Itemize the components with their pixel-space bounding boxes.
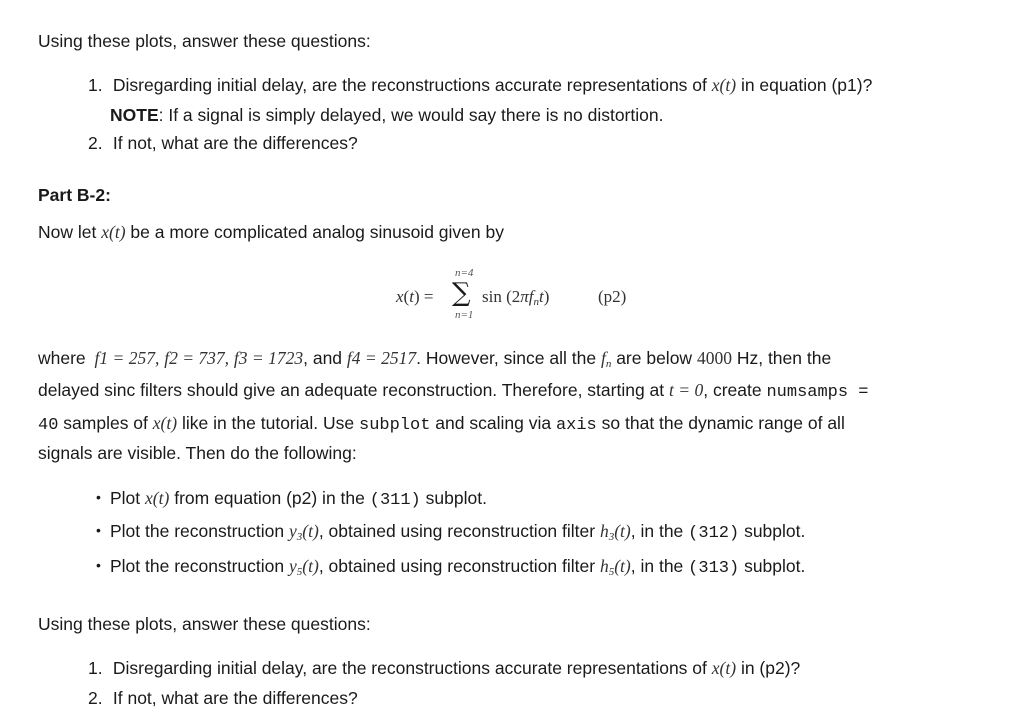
math-y5: $y_5(t)$ bbox=[289, 556, 319, 578]
part-intro-text: Now let bbox=[38, 222, 97, 242]
bullet-item-1 bbox=[96, 488, 487, 510]
math-t0: t = 0 bbox=[669, 380, 704, 400]
math-xt: x(t) bbox=[145, 488, 170, 508]
code-subplot-id: (313) bbox=[688, 559, 740, 578]
equation-lhs: x(t) = bbox=[396, 287, 434, 306]
bullet-item-2 bbox=[96, 521, 805, 543]
question-number: 2. bbox=[88, 688, 103, 708]
paragraph-line-1 bbox=[38, 348, 831, 369]
question-4 bbox=[88, 688, 358, 709]
math-f1: f1 = 257, bbox=[94, 348, 160, 368]
text: Plot the reconstruction bbox=[110, 556, 285, 576]
text: delayed sinc filters should give an adequate reconstruction. Therefore, starting at bbox=[38, 380, 665, 400]
text: and scaling via bbox=[435, 413, 552, 433]
note-label: NOTE bbox=[110, 105, 159, 125]
text: Plot bbox=[110, 488, 141, 508]
paragraph-line-4: signals are visible. Then do the following: bbox=[38, 443, 357, 463]
sum-upper-limit: n=4 bbox=[455, 267, 474, 279]
paragraph-line-2 bbox=[38, 380, 869, 402]
code-numsamps: numsamps = bbox=[766, 383, 869, 402]
question-text: Disregarding initial delay, are the reconstructions accurate representations of bbox=[112, 658, 707, 678]
text: subplot. bbox=[744, 521, 806, 541]
text: from equation (p2) in the bbox=[174, 488, 365, 508]
code-subplot: subplot bbox=[359, 416, 431, 435]
text: , create bbox=[703, 380, 762, 400]
part-heading: Part B-2: bbox=[38, 185, 111, 205]
part-intro-text-end: be a more complicated analog sinusoid given by bbox=[130, 222, 504, 242]
note-line bbox=[110, 105, 663, 126]
text: samples of bbox=[63, 413, 148, 433]
bullet-dot: • bbox=[96, 522, 101, 538]
text: , in the bbox=[630, 521, 684, 541]
sigma-symbol: ∑ bbox=[452, 278, 471, 308]
question-text-end: in (p2)? bbox=[740, 658, 801, 678]
text: , and bbox=[303, 348, 343, 368]
question-2 bbox=[88, 133, 358, 154]
question-text: Disregarding initial delay, are the reconstructions accurate representations of bbox=[112, 75, 707, 95]
text: . However, since all the bbox=[416, 348, 597, 368]
text: are below bbox=[616, 348, 693, 368]
text: , obtained using reconstruction filter bbox=[318, 521, 596, 541]
text: subplot. bbox=[425, 488, 487, 508]
part-intro bbox=[38, 222, 504, 243]
math-xt: x(t) bbox=[711, 658, 737, 678]
text: so that the dynamic range of all bbox=[601, 413, 845, 433]
question-1 bbox=[88, 75, 872, 96]
text: Plot the reconstruction bbox=[110, 521, 285, 541]
math-f3: f3 = 1723 bbox=[233, 348, 304, 368]
math-f4: f4 = 2517 bbox=[346, 348, 417, 368]
math-y3: $y_3(t)$ bbox=[289, 521, 319, 543]
bullet-dot: • bbox=[96, 489, 101, 505]
question-number: 1. bbox=[88, 75, 103, 95]
code-axis: axis bbox=[555, 416, 597, 435]
math-f2: f2 = 737, bbox=[164, 348, 230, 368]
math-h5: $h_5(t)$ bbox=[599, 556, 631, 578]
code-40: 40 bbox=[38, 416, 59, 435]
code-subplot-id: (312) bbox=[688, 524, 740, 543]
math-freq: 4000 bbox=[696, 348, 732, 368]
text: subplot. bbox=[744, 556, 806, 576]
math-fn: $f_n$ bbox=[600, 348, 612, 370]
sum-lower-limit: n=1 bbox=[455, 309, 474, 321]
bullet-dot: • bbox=[96, 557, 101, 573]
math-xt: x(t) bbox=[101, 222, 126, 242]
intro-text: Using these plots, answer these questions: bbox=[38, 31, 371, 51]
paragraph-line-3 bbox=[38, 413, 845, 435]
question-number: 1. bbox=[88, 658, 103, 678]
text: , obtained using reconstruction filter bbox=[318, 556, 596, 576]
question-text-end: in equation (p1)? bbox=[740, 75, 873, 95]
question-text: If not, what are the differences? bbox=[112, 133, 358, 153]
bullet-item-3 bbox=[96, 556, 805, 578]
question-text: If not, what are the differences? bbox=[112, 688, 358, 708]
math-h3: $h_3(t)$ bbox=[599, 521, 631, 543]
math-xt: x(t) bbox=[152, 413, 178, 433]
note-text: : If a signal is simply delayed, we would say there is no distortion. bbox=[158, 105, 664, 125]
code-subplot-id: (311) bbox=[369, 491, 421, 510]
equation-label: (p2) bbox=[598, 287, 627, 306]
question-number: 2. bbox=[88, 133, 103, 153]
text: like in the tutorial. Use bbox=[181, 413, 355, 433]
intro-text-2: Using these plots, answer these questions: bbox=[38, 614, 371, 634]
text: Hz, then the bbox=[736, 348, 832, 368]
question-3 bbox=[88, 658, 800, 679]
text: where bbox=[38, 348, 86, 368]
math-xt: x(t) bbox=[711, 75, 737, 95]
text: , in the bbox=[630, 556, 684, 576]
equation-body: $\sin (2\pi f_nt)$ bbox=[482, 287, 550, 308]
